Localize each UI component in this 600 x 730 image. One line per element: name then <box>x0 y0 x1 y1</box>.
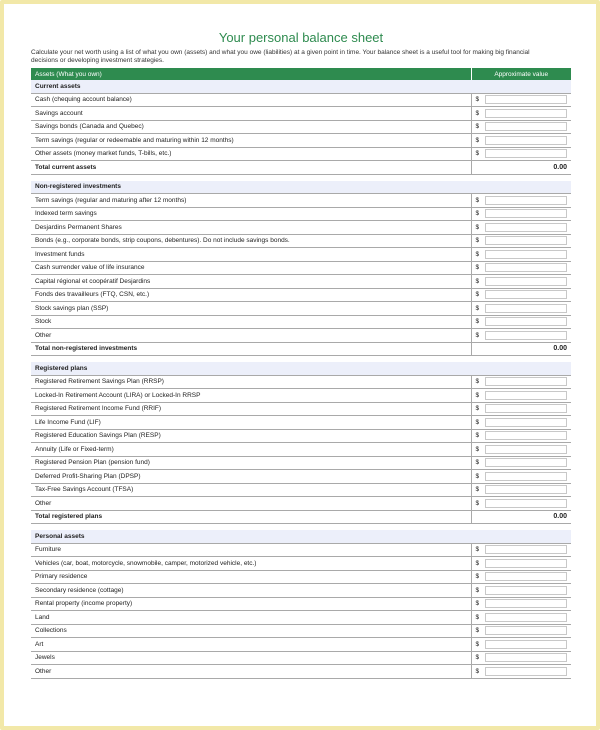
value-input[interactable] <box>485 317 567 326</box>
asset-label: Tax-Free Savings Account (TFSA) <box>31 483 471 497</box>
value-cell <box>471 248 571 262</box>
table-row <box>31 456 571 470</box>
value-cell <box>471 302 571 316</box>
value-input[interactable] <box>485 404 567 413</box>
currency-symbol: $ <box>475 150 480 158</box>
value-input[interactable] <box>485 149 567 158</box>
table-row <box>31 651 571 665</box>
section-title: Non-registered investments <box>31 181 571 194</box>
table-row <box>31 483 571 497</box>
value-input[interactable] <box>485 613 567 622</box>
table-row <box>31 611 571 625</box>
asset-label: Investment funds <box>31 248 471 262</box>
asset-label: Other <box>31 497 471 511</box>
currency-symbol: $ <box>475 586 480 594</box>
value-input[interactable] <box>485 559 567 568</box>
table-row <box>31 261 571 275</box>
asset-label: Registered Retirement Income Fund (RRIF) <box>31 402 471 416</box>
table-row <box>31 497 571 511</box>
asset-label: Vehicles (car, boat, motorcycle, snowmobile, camper, motorized vehicle, etc.) <box>31 557 471 571</box>
asset-label: Fonds des travailleurs (FTQ, CSN, etc.) <box>31 288 471 302</box>
currency-symbol: $ <box>475 237 480 245</box>
currency-symbol: $ <box>475 378 480 386</box>
asset-label: Stock <box>31 315 471 329</box>
total-row-current <box>31 161 571 175</box>
currency-symbol: $ <box>475 210 480 218</box>
table-row <box>31 315 571 329</box>
value-input[interactable] <box>485 304 567 313</box>
total-label: Total registered plans <box>31 510 471 524</box>
table-row <box>31 329 571 343</box>
currency-symbol: $ <box>475 654 480 662</box>
currency-symbol: $ <box>475 499 480 507</box>
value-input[interactable] <box>485 667 567 676</box>
value-cell <box>471 261 571 275</box>
currency-symbol: $ <box>475 445 480 453</box>
table-row <box>31 624 571 638</box>
value-cell <box>471 624 571 638</box>
value-cell <box>471 416 571 430</box>
value-cell <box>471 147 571 161</box>
currency-symbol: $ <box>475 418 480 426</box>
currency-symbol: $ <box>475 546 480 554</box>
table-row <box>31 93 571 107</box>
value-cell <box>471 93 571 107</box>
value-column-header: Approximate value <box>471 68 571 80</box>
currency-symbol: $ <box>475 250 480 258</box>
total-label: Total non-registered investments <box>31 342 471 356</box>
asset-label: Other assets (money market funds, T-bills, etc.) <box>31 147 471 161</box>
value-cell <box>471 194 571 208</box>
currency-symbol: $ <box>475 331 480 339</box>
currency-symbol: $ <box>475 391 480 399</box>
table-row <box>31 194 571 208</box>
table-row <box>31 443 571 457</box>
asset-label: Registered Pension Plan (pension fund) <box>31 456 471 470</box>
currency-symbol: $ <box>475 196 480 204</box>
table-row <box>31 134 571 148</box>
currency-symbol: $ <box>475 264 480 272</box>
value-input[interactable] <box>485 290 567 299</box>
total-row-reg <box>31 510 571 524</box>
table-row <box>31 402 571 416</box>
table-row <box>31 597 571 611</box>
table-row <box>31 302 571 316</box>
value-input[interactable] <box>485 377 567 386</box>
asset-label: Other <box>31 329 471 343</box>
section-header-personal <box>31 530 571 543</box>
value-cell <box>471 557 571 571</box>
table-row <box>31 470 571 484</box>
table-row <box>31 584 571 598</box>
currency-symbol: $ <box>475 291 480 299</box>
value-cell <box>471 443 571 457</box>
asset-label: Bonds (e.g., corporate bonds, strip coupons, debentures). Do not include savings bonds. <box>31 234 471 248</box>
asset-label: Jewels <box>31 651 471 665</box>
table-row <box>31 221 571 235</box>
table-header <box>31 68 571 80</box>
value-input[interactable] <box>485 196 567 205</box>
currency-symbol: $ <box>475 109 480 117</box>
currency-symbol: $ <box>475 304 480 312</box>
value-input[interactable] <box>485 572 567 581</box>
asset-label: Capital régional et coopératif Desjardins <box>31 275 471 289</box>
asset-label: Term savings (regular and maturing after 12 months) <box>31 194 471 208</box>
table-row <box>31 248 571 262</box>
value-input[interactable] <box>485 391 567 400</box>
value-input[interactable] <box>485 545 567 554</box>
section-header-reg <box>31 362 571 375</box>
currency-symbol: $ <box>475 318 480 326</box>
table-row <box>31 107 571 121</box>
currency-symbol: $ <box>475 136 480 144</box>
value-input[interactable] <box>485 431 567 440</box>
value-cell <box>471 207 571 221</box>
value-cell <box>471 120 571 134</box>
currency-symbol: $ <box>475 123 480 131</box>
total-row-nonreg <box>31 342 571 356</box>
table-row <box>31 234 571 248</box>
total-value: 0.00 <box>471 510 571 524</box>
asset-label: Deferred Profit-Sharing Plan (DPSP) <box>31 470 471 484</box>
asset-label: Cash surrender value of life insurance <box>31 261 471 275</box>
value-cell <box>471 543 571 557</box>
asset-label: Indexed term savings <box>31 207 471 221</box>
asset-label: Stock savings plan (SSP) <box>31 302 471 316</box>
value-cell <box>471 288 571 302</box>
balance-sheet-page <box>31 30 571 679</box>
currency-symbol: $ <box>475 472 480 480</box>
asset-label: Other <box>31 665 471 679</box>
value-cell <box>471 456 571 470</box>
value-cell <box>471 275 571 289</box>
total-value: 0.00 <box>471 161 571 175</box>
value-cell <box>471 429 571 443</box>
value-input[interactable] <box>485 586 567 595</box>
asset-label: Registered Retirement Savings Plan (RRSP) <box>31 375 471 389</box>
section-title: Registered plans <box>31 362 571 375</box>
currency-symbol: $ <box>475 223 480 231</box>
asset-label: Locked-In Retirement Account (LIRA) or Locked-In RRSP <box>31 389 471 403</box>
asset-label: Secondary residence (cottage) <box>31 584 471 598</box>
currency-symbol: $ <box>475 667 480 675</box>
asset-label: Cash (chequing account balance) <box>31 93 471 107</box>
value-input[interactable] <box>485 418 567 427</box>
table-row <box>31 147 571 161</box>
value-input[interactable] <box>485 599 567 608</box>
currency-symbol: $ <box>475 405 480 413</box>
asset-label: Savings bonds (Canada and Quebec) <box>31 120 471 134</box>
value-cell <box>471 402 571 416</box>
value-cell <box>471 375 571 389</box>
table-row <box>31 288 571 302</box>
value-cell <box>471 638 571 652</box>
asset-label: Collections <box>31 624 471 638</box>
value-cell <box>471 107 571 121</box>
value-cell <box>471 497 571 511</box>
currency-symbol: $ <box>475 600 480 608</box>
value-cell <box>471 470 571 484</box>
asset-label: Life Income Fund (LIF) <box>31 416 471 430</box>
asset-label: Desjardins Permanent Shares <box>31 221 471 235</box>
value-input[interactable] <box>485 445 567 454</box>
value-cell <box>471 329 571 343</box>
intro-text: Calculate your net worth using a list of what you own (assets) and what you owe (liabilities) at a given point in time. Your balance sheet is a useful tool for making big financial decisions or developing investment strategies. <box>31 49 530 64</box>
currency-symbol: $ <box>475 277 480 285</box>
asset-label: Primary residence <box>31 570 471 584</box>
table-row <box>31 570 571 584</box>
value-cell <box>471 597 571 611</box>
asset-label: Term savings (regular or redeemable and maturing within 12 months) <box>31 134 471 148</box>
asset-label: Land <box>31 611 471 625</box>
asset-label: Registered Education Savings Plan (RESP) <box>31 429 471 443</box>
value-input[interactable] <box>485 236 567 245</box>
table-row <box>31 120 571 134</box>
table-row <box>31 416 571 430</box>
value-cell <box>471 570 571 584</box>
value-input[interactable] <box>485 263 567 272</box>
currency-symbol: $ <box>475 573 480 581</box>
table-row <box>31 665 571 679</box>
table-row <box>31 638 571 652</box>
currency-symbol: $ <box>475 432 480 440</box>
assets-column-header: Assets (What you own) <box>31 68 471 80</box>
value-input[interactable] <box>485 250 567 259</box>
value-input[interactable] <box>485 458 567 467</box>
section-title: Current assets <box>31 80 571 93</box>
currency-symbol: $ <box>475 559 480 567</box>
asset-label: Savings account <box>31 107 471 121</box>
table-row <box>31 375 571 389</box>
value-cell <box>471 483 571 497</box>
value-input[interactable] <box>485 485 567 494</box>
value-input[interactable] <box>485 109 567 118</box>
value-input[interactable] <box>485 499 567 508</box>
value-input[interactable] <box>485 277 567 286</box>
value-input[interactable] <box>485 472 567 481</box>
value-input[interactable] <box>485 223 567 232</box>
currency-symbol: $ <box>475 486 480 494</box>
table-row <box>31 275 571 289</box>
value-input[interactable] <box>485 95 567 104</box>
currency-symbol: $ <box>475 640 480 648</box>
currency-symbol: $ <box>475 459 480 467</box>
assets-table <box>31 68 571 679</box>
value-input[interactable] <box>485 122 567 131</box>
asset-label: Furniture <box>31 543 471 557</box>
value-input[interactable] <box>485 331 567 340</box>
value-cell <box>471 611 571 625</box>
table-row <box>31 389 571 403</box>
table-row <box>31 207 571 221</box>
value-cell <box>471 389 571 403</box>
page-title: Your personal balance sheet <box>218 30 384 45</box>
value-cell <box>471 315 571 329</box>
value-cell <box>471 651 571 665</box>
section-header-current <box>31 80 571 93</box>
value-input[interactable] <box>485 640 567 649</box>
table-row <box>31 543 571 557</box>
asset-label: Art <box>31 638 471 652</box>
value-input[interactable] <box>485 653 567 662</box>
value-input[interactable] <box>485 626 567 635</box>
value-cell <box>471 584 571 598</box>
currency-symbol: $ <box>475 627 480 635</box>
currency-symbol: $ <box>475 613 480 621</box>
table-row <box>31 557 571 571</box>
total-value: 0.00 <box>471 342 571 356</box>
value-cell <box>471 234 571 248</box>
value-input[interactable] <box>485 136 567 145</box>
asset-label: Rental property (income property) <box>31 597 471 611</box>
section-header-nonreg <box>31 181 571 194</box>
total-label: Total current assets <box>31 161 471 175</box>
value-cell <box>471 221 571 235</box>
currency-symbol: $ <box>475 96 480 104</box>
table-row <box>31 429 571 443</box>
asset-label: Annuity (Life or Fixed-term) <box>31 443 471 457</box>
section-title: Personal assets <box>31 530 571 543</box>
value-input[interactable] <box>485 209 567 218</box>
value-cell <box>471 665 571 679</box>
value-cell <box>471 134 571 148</box>
